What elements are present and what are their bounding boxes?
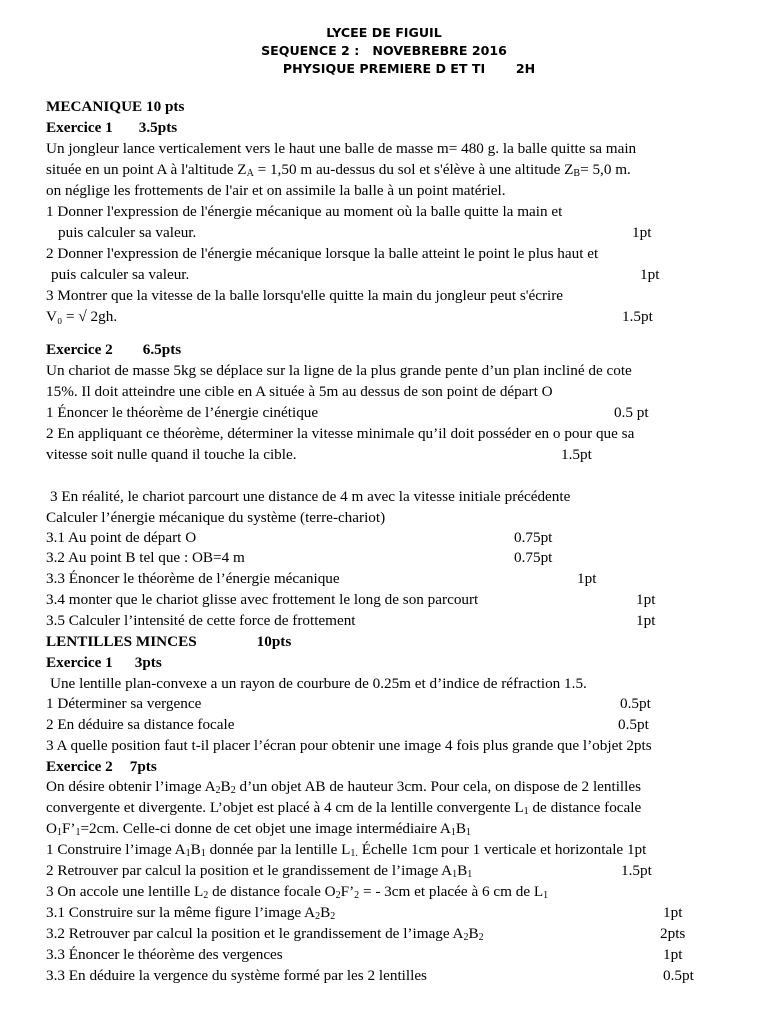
subscript: 2 [354, 890, 360, 901]
subscript: 1 [452, 869, 458, 880]
question [46, 903, 335, 923]
points-label: 0.5pt [620, 695, 651, 712]
subscript: 1 [523, 806, 529, 817]
exercise-points: 6.5pts [142, 341, 182, 358]
question: vitesse soit nulle quand il touche la cible. [46, 446, 297, 463]
subscript: 2 [215, 785, 221, 796]
exercise-title: Exercice 2 [46, 758, 113, 775]
points-label: 1pt [636, 612, 656, 629]
subscript: 2 [315, 911, 321, 922]
text-segment: située en un point A à l'altitude Z [46, 161, 247, 178]
text-segment: B [190, 841, 201, 858]
exercise-title: Exercice 2 [46, 341, 113, 358]
text-segment: F’ [61, 820, 76, 837]
subscript: 1 [56, 827, 62, 838]
question: 3.5 Calculer l’intensité de cette force de frottement [46, 612, 356, 629]
points-label: 1pt [577, 570, 597, 587]
exercise-points: 3.5pts [138, 119, 178, 136]
points-label: 1pt [636, 591, 656, 608]
text-segment: = 5,0 m. [580, 161, 631, 178]
exercise-text [46, 798, 641, 818]
exercise-text [46, 160, 631, 180]
question: puis calculer sa valeur. [58, 224, 197, 241]
points-label: 0.75pt [514, 549, 553, 566]
exercise-title: Exercice 1 [46, 119, 113, 136]
text-segment: 1 Construire l’image A [46, 841, 186, 858]
section-points: 10pts [256, 633, 292, 650]
formula: V₀ = √ 2gh. [46, 308, 118, 325]
question: 1 Donner l'expression de l'énergie mécanique au moment où la balle quitte la main et [46, 203, 563, 220]
question: 2 Donner l'expression de l'énergie mécanique lorsque la balle atteint le point le plus haut et [46, 245, 599, 262]
exercise-text: Un jongleur lance verticalement vers le haut une balle de masse m= 480 g. la balle quitte sa main [46, 140, 637, 157]
subscript: 1 [467, 869, 473, 880]
subscript: 1 [450, 827, 456, 838]
section-title-lentilles [46, 632, 291, 652]
points-label: 1pt [663, 946, 683, 963]
question: 1 Déterminer sa vergence [46, 695, 202, 712]
subject: PHYSIQUE PREMIERE D ET TI [282, 61, 486, 76]
points-label: 0.5pt [663, 967, 694, 984]
text-segment: B [320, 904, 331, 921]
exercise-text: 15%. Il doit atteindre une cible en A située à 5m au dessus de son point de départ O [46, 383, 553, 400]
points-label: 2pts [660, 925, 686, 942]
text-segment: donnée par la lentille L [205, 841, 351, 858]
exercise-text [46, 777, 641, 797]
text-segment: O [46, 820, 57, 837]
sequence-date: NOVEBREBRE 2016 [372, 43, 507, 58]
question: 2 En appliquant ce théorème, déterminer la vitesse minimale qu’il doit posséder en o pour que sa [46, 425, 635, 442]
points-label: 1.5pt [622, 308, 653, 325]
question [46, 840, 646, 860]
subscript: 1 [185, 848, 191, 859]
text-segment: 3.2 Retrouver par calcul la position et le grandissement de l’image A [46, 925, 464, 942]
text-segment: =2cm. Celle-ci donne de cet objet une image intermédiaire A [80, 820, 451, 837]
question: 3.3 En déduire la vergence du système formé par les 2 lentilles [46, 967, 427, 984]
subscript: 2 [335, 890, 341, 901]
text-segment: F’ [340, 883, 355, 900]
subscript: B [573, 168, 581, 179]
question [46, 924, 484, 944]
section-title-mecanique: MECANIQUE 10 pts [46, 98, 185, 115]
subscript: 2 [230, 785, 236, 796]
text-segment: d’un objet AB de hauteur 3cm. Pour cela, on dispose de 2 lentilles [235, 778, 642, 795]
subscript: 1 [75, 827, 81, 838]
exercise-heading [46, 653, 162, 673]
section-title: LENTILLES MINCES [46, 633, 197, 650]
exercise-text: Un chariot de masse 5kg se déplace sur la ligne de la plus grande pente d’un plan incliné de cote [46, 362, 632, 379]
points-label: 1.5pt [621, 862, 652, 879]
duration: 2H [515, 61, 536, 76]
question [46, 882, 548, 902]
text-segment: 3 On accole une lentille L [46, 883, 204, 900]
subscript: 2 [478, 932, 484, 943]
subject-line [0, 60, 768, 78]
points-label: 1pt [640, 266, 660, 283]
subscript: 1 [200, 848, 206, 859]
exercise-heading [46, 340, 181, 360]
points-label: 0.5 pt [614, 404, 649, 421]
question: 3 A quelle position faut t-il placer l’écran pour obtenir une image 4 fois plus grande que l’objet 2pts [46, 737, 652, 754]
text-segment: convergente et divergente. L’objet est placé à 4 cm de la lentille convergente L [46, 799, 524, 816]
exercise-heading [46, 118, 177, 138]
text-segment: 3.1 Construire sur la même figure l’image A [46, 904, 316, 921]
question: 2 En déduire sa distance focale [46, 716, 235, 733]
sequence-label: SEQUENCE 2 : [261, 43, 360, 58]
question: 3.1 Au point de départ O [46, 529, 197, 546]
question: 3.3 Énoncer le théorème de l’énergie mécanique [46, 570, 340, 587]
text-segment: = - 3cm et placée à 6 cm de L [359, 883, 544, 900]
sequence-line [0, 42, 768, 60]
points-label: 0.75pt [514, 529, 553, 546]
question: puis calculer sa valeur. [51, 266, 190, 283]
text-segment: Échelle 1cm pour 1 verticale et horizontale 1pt [357, 841, 647, 858]
points-label: 0.5pt [618, 716, 649, 733]
exam-header [0, 24, 768, 78]
question: 3.4 monter que le chariot glisse avec frottement le long de son parcourt [46, 591, 479, 608]
exercise-title: Exercice 1 [46, 654, 113, 671]
text-segment: B [457, 862, 468, 879]
exercise-points: 7pts [129, 758, 157, 775]
text-segment: B [455, 820, 467, 837]
exercise-text [46, 819, 471, 839]
subscript: 2 [330, 911, 336, 922]
subscript: 1 [466, 827, 472, 838]
exercise-text: Une lentille plan-convexe a un rayon de courbure de 0.25m et d’indice de réfraction 1.5. [50, 675, 587, 692]
exercise-heading [46, 757, 157, 777]
points-label: 1pt [632, 224, 652, 241]
subscript: 1 [543, 890, 549, 901]
question: 1 Énoncer le théorème de l’énergie cinétique [46, 404, 319, 421]
question: Calculer l’énergie mécanique du système (terre-chariot) [46, 509, 386, 526]
subscript: 2 [203, 890, 209, 901]
subscript: 1. [350, 848, 358, 859]
text-segment: de distance focale [528, 799, 642, 816]
text-segment: On désire obtenir l’image A [46, 778, 216, 795]
exercise-points: 3pts [134, 654, 162, 671]
question: 3 En réalité, le chariot parcourt une distance de 4 m avec la vitesse initiale précédente [50, 488, 571, 505]
school-name: LYCEE DE FIGUIL [326, 25, 442, 40]
text-segment: = 1,50 m au-dessus du sol et s'élève à une altitude Z [253, 161, 574, 178]
points-label: 1.5pt [561, 446, 592, 463]
question: 3.3 Énoncer le théorème des vergences [46, 946, 283, 963]
subscript: A [246, 168, 254, 179]
question [46, 861, 472, 881]
text-segment: B [468, 925, 479, 942]
text-segment: B [220, 778, 231, 795]
subscript: 2 [463, 932, 469, 943]
question: 3.2 Au point B tel que : OB=4 m [46, 549, 245, 566]
question: 3 Montrer que la vitesse de la balle lorsqu'elle quitte la main du jongleur peut s'écrire [46, 287, 564, 304]
text-segment: 2 Retrouver par calcul la position et le grandissement de l’image A [46, 862, 453, 879]
exercise-text: on néglige les frottements de l'air et on assimile la balle à un point matériel. [46, 182, 506, 199]
points-label: 1pt [663, 904, 683, 921]
text-segment: de distance focale O [208, 883, 336, 900]
